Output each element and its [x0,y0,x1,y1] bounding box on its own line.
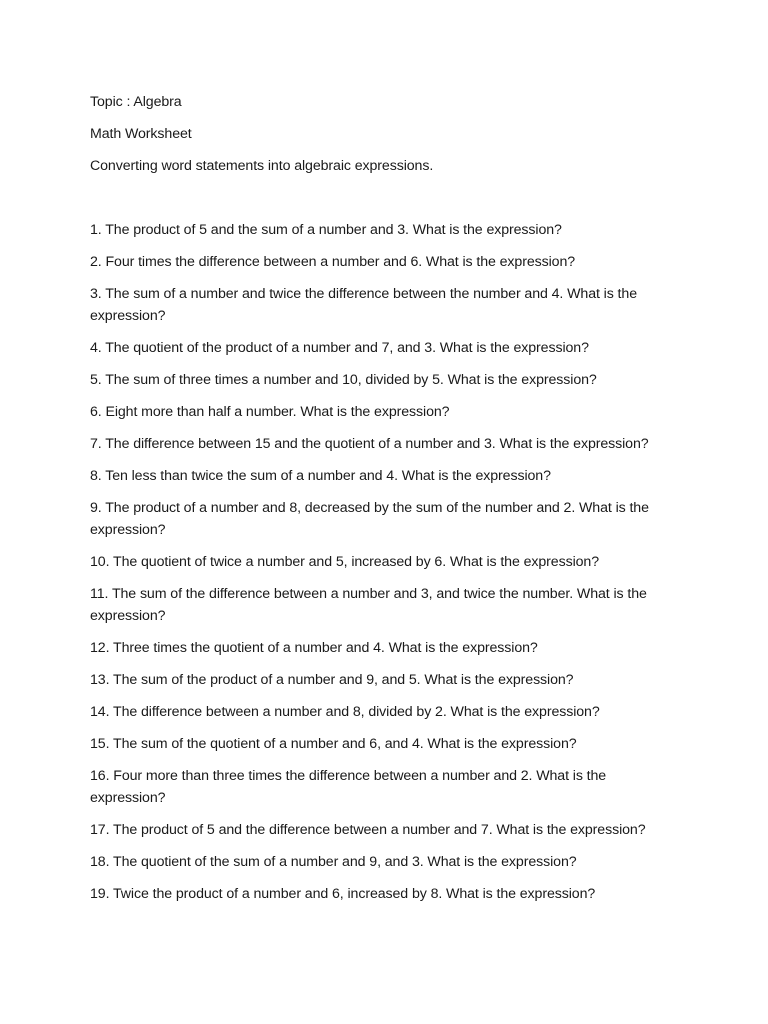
question-item: 15. The sum of the quotient of a number and 6, and 4. What is the expression? [90,736,577,752]
worksheet-subtitle: Converting word statements into algebraic expressions. [90,158,434,174]
question-item: 14. The difference between a number and 8, divided by 2. What is the expression? [90,704,600,720]
question-item: 7. The difference between 15 and the quotient of a number and 3. What is the expression? [90,436,649,452]
question-item: 6. Eight more than half a number. What is the expression? [90,404,450,420]
question-item: 16. Four more than three times the difference between a number and 2. What is the expression? [90,768,607,806]
question-item: 11. The sum of the difference between a number and 3, and twice the number. What is the expression? [90,586,647,624]
section-spacer [90,187,680,219]
question-item: 1. The product of 5 and the sum of a number and 3. What is the expression? [90,222,562,238]
question-item: 3. The sum of a number and twice the difference between the number and 4. What is the expression? [90,286,637,324]
worksheet-page [90,91,680,915]
question-item: 13. The sum of the product of a number and 9, and 5. What is the expression? [90,672,574,688]
question-item: 18. The quotient of the sum of a number and 9, and 3. What is the expression? [90,854,577,870]
question-item: 9. The product of a number and 8, decreased by the sum of the number and 2. What is the expression? [90,500,649,538]
question-item: 17. The product of 5 and the difference between a number and 7. What is the expression? [90,822,646,838]
question-item: 5. The sum of three times a number and 10, divided by 5. What is the expression? [90,372,597,388]
worksheet-title: Math Worksheet [90,126,192,142]
topic-line: Topic : Algebra [90,94,182,110]
question-item: 2. Four times the difference between a number and 6. What is the expression? [90,254,576,270]
question-item: 8. Ten less than twice the sum of a number and 4. What is the expression? [90,468,551,484]
question-item: 19. Twice the product of a number and 6, increased by 8. What is the expression? [90,886,596,902]
question-item: 10. The quotient of twice a number and 5, increased by 6. What is the expression? [90,554,599,570]
question-list [90,219,680,905]
question-item: 4. The quotient of the product of a number and 7, and 3. What is the expression? [90,340,589,356]
question-item: 12. Three times the quotient of a number and 4. What is the expression? [90,640,538,656]
